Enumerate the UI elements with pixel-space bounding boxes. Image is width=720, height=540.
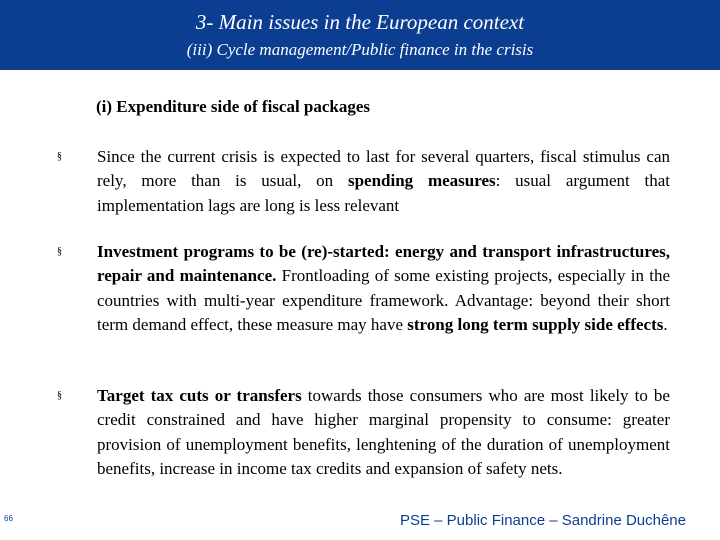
slide-subtitle: (iii) Cycle management/Public finance in the crisis (186, 40, 534, 59)
slide-title: 3- Main issues in the European context (195, 10, 525, 34)
bullet-text-bold: spending measures (347, 171, 496, 191)
bullet-text-segment: . (663, 315, 668, 335)
page-number: 66 (4, 514, 13, 523)
bullet-marker: § (57, 390, 62, 401)
bullet-text-investment-programs (97, 240, 670, 338)
bullet-marker: § (57, 246, 62, 257)
bullet-text-segment: Since the current crisis is expected to last for several quarters, fiscal stimulus can rely, more than is usual, on (97, 147, 670, 191)
bullet-text-bold: Target tax cuts or transfers (97, 386, 302, 405)
section-heading: (i) Expenditure side of fiscal packages (96, 97, 371, 116)
slide-header (0, 0, 720, 70)
bullet-text-bold: strong long term supply side effects (407, 315, 664, 335)
bullet-text-target-tax-cuts (97, 384, 670, 482)
bullet-text-segment: towards those consumers who are most likely to be credit constrained and have higher marginal propensity to consume: greater provision of unemployment benefits, lenghtening of the duration of unemployment benefits, increase in income tax credits and expansion of safety nets. (97, 386, 670, 479)
bullet-text-bold: Investment programs to be (re)-started: energy and transport infrastructures, repair and maintenance. (97, 242, 670, 286)
bullet-text-segment: Frontloading of some existing projects, especially in the countries with multi-year expenditure framework. Advantage: beyond their short term demand effect, these measure may have (97, 266, 671, 335)
bullet-text-segment: : usual argument that implementation lags are long is less relevant (97, 171, 670, 215)
bullet-marker: § (57, 151, 62, 162)
footer-text: PSE – Public Finance – Sandrine Duchêne (399, 512, 686, 529)
bullet-text-spending-measures (97, 145, 670, 218)
